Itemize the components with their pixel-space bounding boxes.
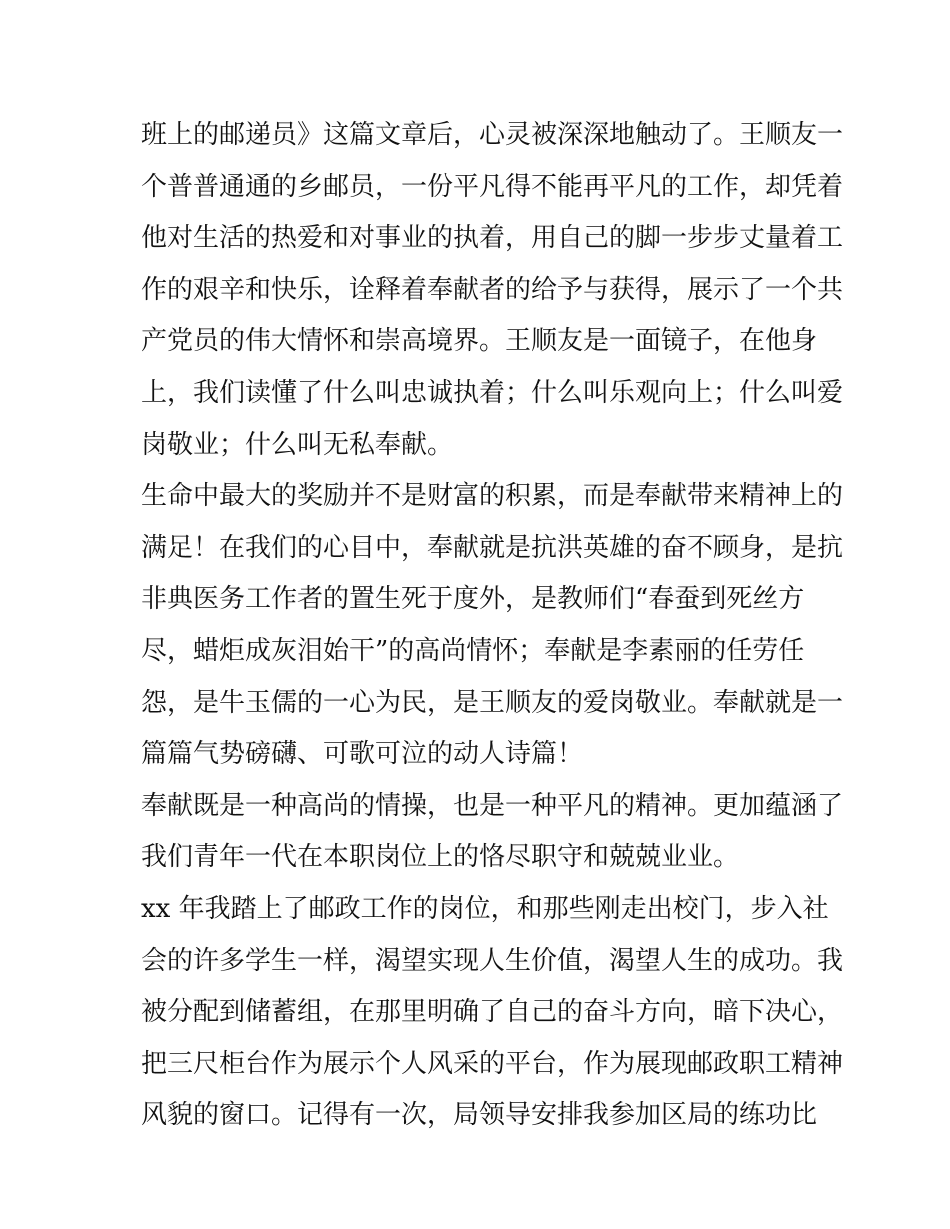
text-line: 尽，蜡炬成灰泪始干”的高尚情怀；奉献是李素丽的任劳任 (141, 635, 805, 666)
text-line: 被分配到储蓄组，在那里明确了自己的奋斗方向，暗下决心， (141, 997, 844, 1028)
text-line: 把三尺柜台作为展示个人风采的平台，作为展现邮政职工精神 (141, 1048, 844, 1079)
text-line: 上，我们读懂了什么叫忠诚执着；什么叫乐观向上；什么叫爱 (141, 377, 844, 408)
text-line: 奉献既是一种高尚的情操，也是一种平凡的精神。更加蕴涵了 (141, 790, 844, 821)
text-line: 作的艰辛和快乐，诠释着奉献者的给予与获得，展示了一个共 (141, 274, 844, 305)
text-line: 怨，是牛玉儒的一心为民，是王顺友的爱岗敬业。奉献就是一 (141, 687, 844, 718)
text-line: 产党员的伟大情怀和崇高境界。王顺友是一面镜子，在他身 (141, 326, 818, 357)
text-line: 他对生活的热爱和对事业的执着，用自己的脚一步步丈量着工 (141, 223, 844, 254)
document-body (141, 110, 844, 1142)
text-line: 非典医务工作者的置生死于度外，是教师们“春蚕到死丝方 (141, 584, 805, 615)
paragraph (141, 781, 844, 884)
paragraph (141, 884, 844, 1142)
text-line: 我们青年一代在本职岗位上的恪尽职守和兢兢业业。 (141, 842, 740, 873)
text-line: 满足！在我们的心目中，奉献就是抗洪英雄的奋不顾身，是抗 (141, 532, 844, 563)
text-line: 生命中最大的奖励并不是财富的积累，而是奉献带来精神上的 (141, 481, 844, 512)
text-line: 篇篇气势磅礴、可歌可泣的动人诗篇！ (141, 739, 584, 770)
text-line: 个普普通通的乡邮员，一份平凡得不能再平凡的工作，却凭着 (141, 171, 844, 202)
text-line: 风貌的窗口。记得有一次，局领导安排我参加区局的练功比 (141, 1100, 818, 1131)
text-line: 岗敬业；什么叫无私奉献。 (141, 429, 454, 460)
paragraph (141, 110, 844, 471)
text-line: 班上的邮递员》这篇文章后，心灵被深深地触动了。王顺友一 (141, 120, 844, 150)
text-line: xx 年我踏上了邮政工作的岗位，和那些刚走出校门，步入社 (141, 893, 829, 924)
text-line: 会的许多学生一样，渴望实现人生价值，渴望人生的成功。我 (141, 945, 844, 976)
paragraph (141, 471, 844, 781)
